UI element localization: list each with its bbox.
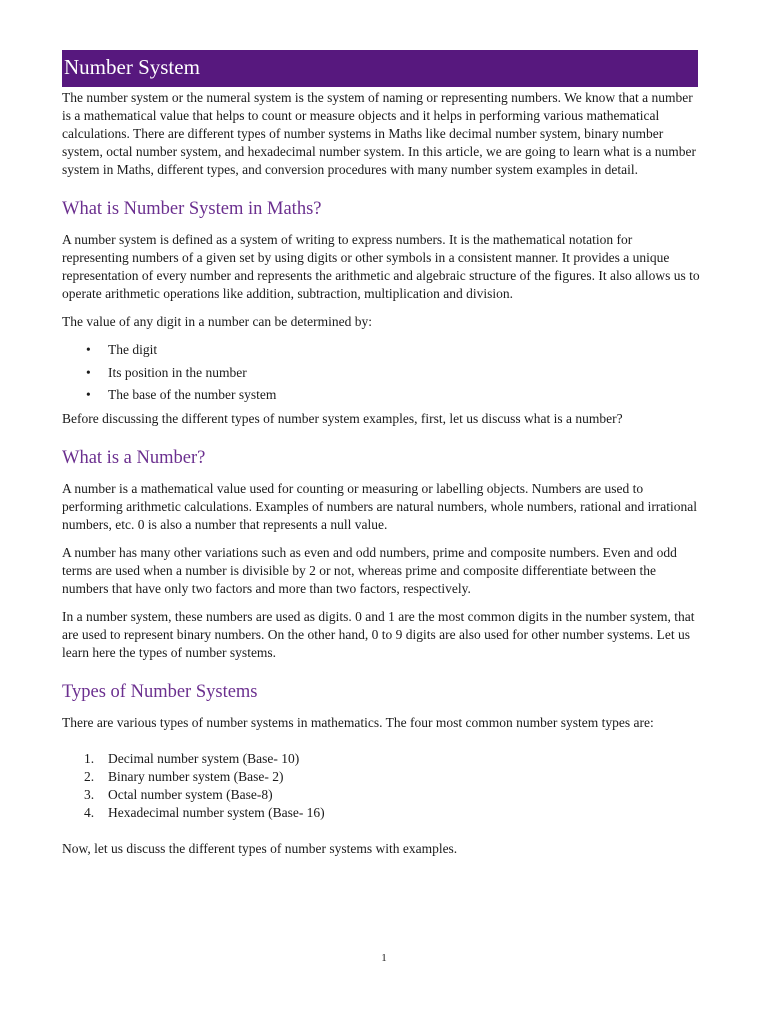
bullet-list [62,341,702,404]
bullet-icon: • [86,364,91,380]
list-item: 2. Binary number system (Base- 2) [84,769,284,785]
list-item: 1. Decimal number system (Base- 10) [84,751,300,767]
paragraph-digit-value: The value of any digit in a number can be determined by: [62,314,373,329]
numbered-list [62,750,702,822]
list-item: • The base of the number system [86,387,277,403]
paragraph-before-discussing: Before discussing the different types of number system examples, first, let us discuss what is a number? [62,411,623,427]
bullet-icon: • [86,342,91,357]
paragraph-types-intro: There are various types of number systems in mathematics. The four most common number system types are: [62,715,654,731]
section-heading-what-is-number-system: What is Number System in Maths? [62,199,322,219]
paragraph-now-discuss: Now, let us discuss the different types of number systems with examples. [62,841,458,857]
page-title: Number System [64,55,200,79]
section-heading-types: Types of Number Systems [62,682,258,703]
list-item: 3. Octal number system (Base-8) [84,787,273,803]
document-body [62,89,702,858]
paragraph-definition: A number system is defined as a system of writing to express numbers. It is the mathematical notation for representing numbers of a given set by using digits or other symbols in a consistent manner. It provides a unique representation of every number and represents the arithmetic and algebraic structure of the figures. It also allows us to operate arithmetic operations like addition, subtraction, multiplication and division. [62,232,700,301]
paragraph-digits: In a number system, these numbers are used as digits. 0 and 1 are the most common digits in the number system, that are used to represent binary numbers. On the other hand, 0 to 9 digits are also used for other number systems. Let us learn here the types of number systems. [62,609,695,661]
paragraph-number-definition: A number is a mathematical value used for counting or measuring or labelling objects. Numbers are used to performing arithmetic calculations. Examples of numbers are natural numbers, whole numbers, rational and irrational numbers, etc. 0 is also a number that represents a null value. [62,481,698,533]
list-item: • Its position in the number [86,364,247,380]
paragraph-number-variations: A number has many other variations such as even and odd numbers, prime and composite numbers. Even and odd terms are used when a number is divisible by 2 or not, whereas prime and composite differentiate between the numbers that have only two factors and more than two factors, respectively. [62,545,677,597]
list-item: 4. Hexadecimal number system (Base- 16) [84,805,325,821]
list-item: • The digit [86,342,158,357]
title-bar [62,50,698,87]
bullet-icon: • [86,387,91,403]
page-number: 1 [381,952,387,964]
intro-paragraph: The number system or the numeral system is the system of naming or representing numbers. We know that a number is a mathematical value that helps to count or measure objects and it helps in performing various mathematical calculations. There are different types of number systems in Maths like decimal number system, binary number system, octal number system, and hexadecimal number system. In this article, we are going to learn what is a number system in Maths, different types, and conversion procedures with many number system examples in detail. [62,90,696,177]
section-heading-what-is-a-number: What is a Number? [62,448,206,469]
